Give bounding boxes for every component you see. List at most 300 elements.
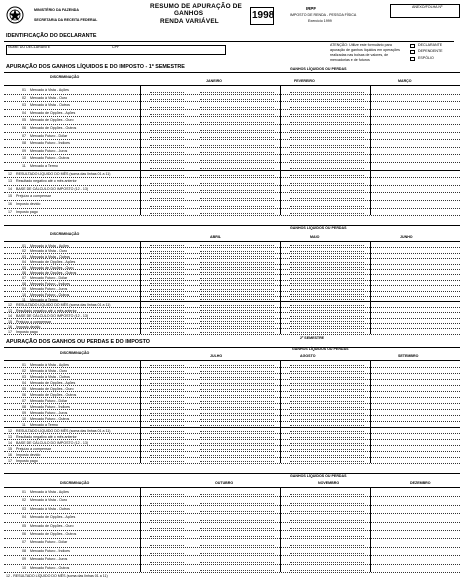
value-field[interactable] (150, 553, 184, 554)
value-field[interactable] (200, 305, 274, 306)
value-field[interactable] (290, 137, 364, 138)
value-field[interactable] (290, 152, 364, 153)
declarant-checkbox[interactable] (410, 44, 415, 48)
row-label: Mercado Futuro - Índices (30, 548, 70, 553)
value-field[interactable] (150, 443, 184, 444)
value-field[interactable] (290, 316, 364, 317)
value-field[interactable] (290, 461, 364, 462)
row-number: 09 (22, 411, 26, 415)
value-field[interactable] (290, 321, 364, 322)
value-field[interactable] (290, 278, 364, 279)
row-number: 14 (8, 314, 12, 319)
value-field[interactable] (150, 278, 184, 279)
value-field[interactable] (200, 528, 274, 529)
value-field[interactable] (290, 122, 364, 123)
row-label: Mercado de Opções - Outros (30, 126, 77, 130)
section4-col-desc: DISCRIMINAÇÃO (60, 481, 90, 485)
value-field[interactable] (290, 536, 364, 537)
row-label: Mercado de Opções - Ações (30, 515, 76, 520)
value-field[interactable] (290, 206, 364, 207)
value-field[interactable] (200, 310, 274, 311)
value-field[interactable] (290, 401, 364, 402)
value-field[interactable] (200, 262, 274, 263)
value-field[interactable] (150, 190, 184, 191)
value-field[interactable] (290, 371, 364, 372)
row-number: 10 (22, 417, 26, 421)
dependent-checkbox[interactable] (410, 50, 415, 54)
value-field[interactable] (200, 570, 274, 571)
row-number: 12 (8, 303, 12, 308)
value-field[interactable] (290, 365, 364, 366)
row-number: 10 (22, 565, 26, 570)
row-number: 15 (8, 447, 12, 451)
value-field[interactable] (200, 190, 274, 191)
value-field[interactable] (150, 256, 184, 257)
value-field[interactable] (290, 267, 364, 268)
row-label: Mercado à Vista - Ouro (30, 249, 68, 254)
row-label: Mercado Futuro - Outros (30, 156, 70, 161)
value-field[interactable] (200, 536, 274, 537)
value-field[interactable] (200, 511, 274, 512)
row-number: 06 (22, 271, 26, 275)
row-number: 04 (22, 381, 26, 385)
row-number: 05 (22, 523, 26, 528)
value-field[interactable] (200, 413, 274, 414)
row-label: Mercado de Opções - Outros (30, 393, 77, 397)
value-field[interactable] (290, 190, 364, 191)
value-field[interactable] (290, 562, 364, 563)
note-line2: apuração de ganhos líquidos em operações (330, 48, 400, 52)
row-number: 07 (22, 276, 26, 281)
value-field[interactable] (150, 114, 184, 115)
value-field[interactable] (200, 256, 274, 257)
value-field[interactable] (290, 383, 364, 384)
value-field[interactable] (290, 175, 364, 176)
value-field[interactable] (150, 294, 184, 295)
row-label: Mercado a Termo (30, 298, 58, 302)
row-label: Mercado à Vista - Ouro (30, 498, 68, 503)
value-field[interactable] (290, 570, 364, 571)
value-field[interactable] (200, 145, 274, 146)
value-field[interactable] (150, 425, 184, 426)
value-field[interactable] (150, 130, 184, 131)
value-field[interactable] (150, 407, 184, 408)
row-number: 16 (8, 453, 12, 457)
value-field[interactable] (150, 137, 184, 138)
note-line4: mercadorias e de futuros (330, 58, 370, 62)
value-field[interactable] (200, 332, 274, 333)
value-field[interactable] (290, 545, 364, 546)
value-field[interactable] (150, 92, 184, 93)
value-field[interactable] (200, 294, 274, 295)
value-field[interactable] (150, 401, 184, 402)
value-field[interactable] (200, 152, 274, 153)
row-number: 15 (8, 194, 12, 199)
row-label: Mercado Futuro - Outros (30, 417, 70, 421)
year-label: 1998 (252, 10, 275, 21)
value-field[interactable] (290, 449, 364, 450)
row-label: Imposto pago (16, 209, 38, 214)
value-field[interactable] (150, 419, 184, 420)
value-field[interactable] (290, 145, 364, 146)
row-label: Mercado à Vista - Ações (30, 244, 69, 248)
value-field[interactable] (150, 545, 184, 546)
section1-col-mes3: MARÇO (398, 79, 412, 83)
value-field[interactable] (290, 310, 364, 311)
row-label: Mercado Futuro - Índices (30, 141, 70, 146)
value-field[interactable] (150, 168, 184, 169)
value-field[interactable] (200, 389, 274, 390)
value-field[interactable] (150, 316, 184, 317)
value-field[interactable] (200, 175, 274, 176)
value-field[interactable] (200, 267, 274, 268)
value-field[interactable] (290, 520, 364, 521)
value-field[interactable] (150, 449, 184, 450)
value-field[interactable] (200, 377, 274, 378)
coat-of-arms-icon (6, 6, 24, 24)
row-label: Prejuízo a compensar (16, 319, 51, 324)
value-field[interactable] (290, 262, 364, 263)
value-field[interactable] (150, 332, 184, 333)
value-field[interactable] (150, 305, 184, 306)
value-field[interactable] (150, 437, 184, 438)
value-field[interactable] (200, 278, 274, 279)
value-field[interactable] (200, 213, 274, 214)
row-label: Mercado Futuro - Índices (30, 281, 70, 286)
value-field[interactable] (200, 245, 274, 246)
value-field[interactable] (150, 245, 184, 246)
value-field[interactable] (200, 160, 274, 161)
value-field[interactable] (290, 289, 364, 290)
declarant-option-label: DECLARANTE (418, 43, 443, 47)
value-field[interactable] (150, 251, 184, 252)
value-field[interactable] (290, 305, 364, 306)
value-field[interactable] (290, 183, 364, 184)
row-label: Mercado Futuro - Juros (30, 287, 68, 292)
value-field[interactable] (290, 455, 364, 456)
value-field[interactable] (150, 152, 184, 153)
row-label: Mercado de Opções - Ouro (30, 523, 74, 528)
value-field[interactable] (200, 326, 274, 327)
value-field[interactable] (290, 294, 364, 295)
value-field[interactable] (200, 562, 274, 563)
value-field[interactable] (290, 494, 364, 495)
value-field[interactable] (200, 407, 274, 408)
value-field[interactable] (290, 332, 364, 333)
value-field[interactable] (200, 503, 274, 504)
value-field[interactable] (150, 503, 184, 504)
value-field[interactable] (200, 183, 274, 184)
value-field[interactable] (200, 371, 274, 372)
row-number: 08 (22, 548, 26, 553)
section1-col-mes2: FEVEREIRO (294, 79, 315, 83)
value-field[interactable] (290, 528, 364, 529)
value-field[interactable] (200, 283, 274, 284)
section2-col-mes3: JUNHO (400, 235, 413, 239)
form-title-line3: RENDA VARIÁVEL (160, 18, 219, 25)
value-field[interactable] (200, 545, 274, 546)
row-label: Mercado à Vista - Outros (30, 103, 70, 108)
value-field[interactable] (150, 389, 184, 390)
value-field[interactable] (150, 283, 184, 284)
row-number: 01 (22, 244, 26, 248)
value-field[interactable] (290, 389, 364, 390)
section3-col-desc: DISCRIMINAÇÃO (60, 351, 90, 355)
estate-checkbox[interactable] (410, 57, 415, 61)
value-field[interactable] (150, 310, 184, 311)
row-number: 15 (8, 319, 12, 324)
value-field[interactable] (290, 168, 364, 169)
section2-group-header: GANHOS LÍQUIDOS OU PERDAS (290, 226, 347, 230)
value-field[interactable] (150, 272, 184, 273)
value-field[interactable] (200, 419, 274, 420)
row-label: Imposto pago (16, 330, 38, 335)
value-field[interactable] (290, 553, 364, 554)
value-field[interactable] (290, 130, 364, 131)
value-field[interactable] (290, 251, 364, 252)
form-title-line2: GANHOS (174, 10, 204, 17)
estate-option-label: ESPÓLIO (418, 56, 434, 60)
value-field[interactable] (150, 262, 184, 263)
value-field[interactable] (200, 520, 274, 521)
row-label: Mercado de Opções - Ações (30, 381, 76, 385)
value-field[interactable] (150, 395, 184, 396)
ministry-label: MINISTÉRIO DA FAZENDA (34, 8, 79, 12)
row-number: 05 (22, 118, 26, 123)
value-field[interactable] (200, 122, 274, 123)
section3-group-header: GANHOS LÍQUIDOS OU PERDAS (292, 347, 349, 351)
section4-group-header: GANHOS LÍQUIDOS OU PERDAS (290, 474, 347, 478)
section3-col-mes2: AGOSTO (300, 354, 316, 358)
row-label: Mercado à Vista - Ouro (30, 95, 68, 100)
value-field[interactable] (290, 503, 364, 504)
section3-title: APURAÇÃO DOS GANHOS OU PERDAS E DO IMPOSTO (6, 339, 150, 345)
row-number: 05 (22, 265, 26, 270)
value-field[interactable] (200, 431, 274, 432)
value-field[interactable] (150, 413, 184, 414)
value-field[interactable] (290, 443, 364, 444)
value-field[interactable] (150, 107, 184, 108)
row-label: Mercado de Opções - Ações (30, 110, 76, 115)
row-number: 17 (8, 459, 12, 463)
row-number: 01 (22, 88, 26, 92)
row-label: Resultado negativo até o mês anterior (16, 435, 77, 439)
value-field[interactable] (290, 272, 364, 273)
value-field[interactable] (150, 206, 184, 207)
value-field[interactable] (200, 443, 274, 444)
value-field[interactable] (200, 137, 274, 138)
row-number: 17 (8, 330, 12, 335)
section1-title: APURAÇÃO DOS GANHOS LÍQUIDOS E DO IMPOSTO - 1º SEMESTRE (6, 64, 185, 70)
value-field[interactable] (290, 245, 364, 246)
value-field[interactable] (150, 321, 184, 322)
row-number: 03 (22, 254, 26, 259)
value-field[interactable] (200, 461, 274, 462)
value-field[interactable] (290, 99, 364, 100)
value-field[interactable] (150, 455, 184, 456)
note-line3: realizadas nas bolsas de valores, de (330, 53, 389, 57)
row-label: Mercado de Opções - Outros (30, 532, 77, 536)
row-number: 12 (8, 429, 12, 433)
section1-col-desc: DISCRIMINAÇÃO (50, 75, 80, 79)
value-field[interactable] (200, 449, 274, 450)
value-field[interactable] (150, 494, 184, 495)
value-field[interactable] (150, 183, 184, 184)
row-label: Mercado Futuro - Dólar (30, 540, 68, 545)
section4-col-mes2: NOVEMBRO (318, 481, 340, 485)
value-field[interactable] (150, 377, 184, 378)
value-field[interactable] (200, 299, 274, 300)
value-field[interactable] (200, 425, 274, 426)
row-label: Mercado à Vista - Ações (30, 88, 69, 92)
row-label: Mercado Futuro - Juros (30, 411, 68, 415)
row-label: Mercado à Vista - Ações (30, 490, 69, 494)
note-line1: ATENÇÃO: Utilize este formulário para (330, 43, 392, 47)
row-label: Mercado de Opções - Outros (30, 271, 77, 275)
value-field[interactable] (150, 267, 184, 268)
value-field[interactable] (200, 316, 274, 317)
section1-group-header: GANHOS LÍQUIDOS OU PERDAS (290, 67, 347, 71)
form-code: IRPF (306, 6, 317, 11)
value-field[interactable] (200, 107, 274, 108)
value-field[interactable] (290, 160, 364, 161)
value-field[interactable] (200, 99, 274, 100)
row-label: Mercado de Opções - Ações (30, 260, 76, 265)
value-field[interactable] (200, 365, 274, 366)
value-field[interactable] (290, 431, 364, 432)
row-number: 03 (22, 506, 26, 511)
value-field[interactable] (290, 413, 364, 414)
row-number: 11 (22, 298, 26, 302)
value-field[interactable] (150, 213, 184, 214)
value-field[interactable] (150, 570, 184, 571)
row-label: Resultado negativo até o mês anterior (16, 179, 77, 184)
value-field[interactable] (290, 326, 364, 327)
value-field[interactable] (200, 251, 274, 252)
value-field[interactable] (290, 198, 364, 199)
value-field[interactable] (290, 437, 364, 438)
row-number: 02 (22, 369, 26, 373)
value-field[interactable] (290, 92, 364, 93)
value-field[interactable] (200, 130, 274, 131)
value-field[interactable] (150, 299, 184, 300)
value-field[interactable] (200, 383, 274, 384)
value-field[interactable] (150, 326, 184, 327)
value-field[interactable] (150, 175, 184, 176)
row-number: 04 (22, 110, 26, 115)
value-field[interactable] (150, 198, 184, 199)
value-field[interactable] (150, 562, 184, 563)
row-label: Mercado Futuro - Juros (30, 148, 68, 153)
value-field[interactable] (290, 377, 364, 378)
row-number: 06 (22, 532, 26, 536)
value-field[interactable] (200, 455, 274, 456)
value-field[interactable] (150, 145, 184, 146)
row-label: Imposto pago (16, 459, 38, 463)
row-label: Mercado Futuro - Dólar (30, 399, 68, 403)
value-field[interactable] (290, 407, 364, 408)
form-title-line1: RESUMO DE APURAÇÃO DE (150, 3, 243, 10)
row-number: 04 (22, 515, 26, 520)
row-number: 07 (22, 133, 26, 138)
value-field[interactable] (150, 160, 184, 161)
value-field[interactable] (290, 511, 364, 512)
section4-col-mes1: OUTUBRO (215, 481, 234, 485)
value-field[interactable] (200, 395, 274, 396)
row-label: BASE DE CÁLCULO DO IMPOSTO (12 - 13) (16, 441, 89, 445)
value-field[interactable] (200, 401, 274, 402)
secretariat-label: SECRETARIA DA RECEITA FEDERAL (34, 18, 98, 22)
value-field[interactable] (200, 494, 274, 495)
row-number: 16 (8, 325, 12, 329)
value-field[interactable] (150, 99, 184, 100)
value-field[interactable] (200, 437, 274, 438)
row-number: 02 (22, 95, 26, 100)
value-field[interactable] (290, 419, 364, 420)
row-label: Mercado de Opções - Ouro (30, 265, 74, 270)
value-field[interactable] (200, 553, 274, 554)
row-label: Mercado à Vista - Ouro (30, 369, 68, 373)
row-number: 06 (22, 126, 26, 130)
row-label: Mercado Futuro - Outros (30, 565, 70, 570)
row-number: 05 (22, 387, 26, 391)
row-number: 01 (22, 490, 26, 494)
value-field[interactable] (200, 92, 274, 93)
value-field[interactable] (290, 395, 364, 396)
value-field[interactable] (200, 114, 274, 115)
section3-col-mes3: SETEMBRO (398, 354, 419, 358)
value-field[interactable] (150, 383, 184, 384)
value-field[interactable] (290, 114, 364, 115)
row-number: 09 (22, 148, 26, 153)
value-field[interactable] (200, 321, 274, 322)
value-field[interactable] (150, 536, 184, 537)
value-field[interactable] (150, 122, 184, 123)
value-field[interactable] (200, 206, 274, 207)
value-field[interactable] (290, 299, 364, 300)
row-number: 02 (22, 249, 26, 254)
row-number: 13 (8, 308, 12, 313)
row-label: Mercado Futuro - Dólar (30, 133, 68, 138)
value-field[interactable] (290, 425, 364, 426)
value-field[interactable] (150, 365, 184, 366)
value-field[interactable] (200, 289, 274, 290)
value-field[interactable] (150, 511, 184, 512)
value-field[interactable] (290, 256, 364, 257)
value-field[interactable] (290, 283, 364, 284)
value-field[interactable] (150, 520, 184, 521)
row-number: 08 (22, 141, 26, 146)
value-field[interactable] (150, 528, 184, 529)
value-field[interactable] (290, 107, 364, 108)
value-field[interactable] (150, 431, 184, 432)
value-field[interactable] (150, 289, 184, 290)
value-field[interactable] (150, 461, 184, 462)
value-field[interactable] (150, 371, 184, 372)
row-label: Resultado negativo até o mês anterior (16, 308, 77, 313)
row-label: BASE DE CÁLCULO DO IMPOSTO (12 - 13) (16, 186, 89, 191)
row-label: Prejuízo a compensar (16, 447, 51, 451)
row-number: 08 (22, 281, 26, 286)
value-field[interactable] (290, 213, 364, 214)
row-number: 03 (22, 103, 26, 108)
value-field[interactable] (200, 198, 274, 199)
row-label: RESULTADO LÍQUIDO DO MÊS (soma das linhas 01 a 11) (16, 303, 111, 308)
row-number: 03 (22, 375, 26, 379)
section1-col-mes1: JANEIRO (206, 79, 222, 83)
value-field[interactable] (200, 272, 274, 273)
value-field[interactable] (200, 168, 274, 169)
